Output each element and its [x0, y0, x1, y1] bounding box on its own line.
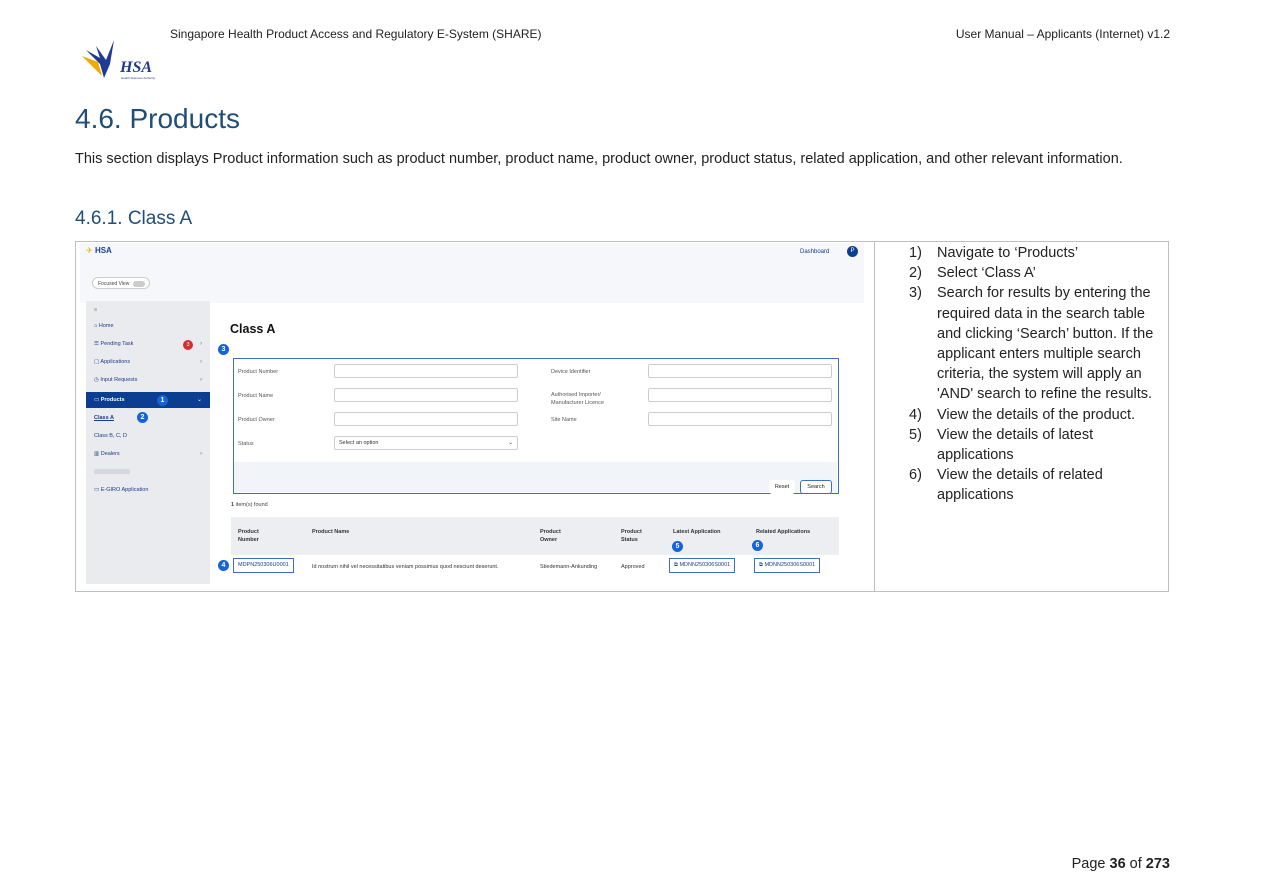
- latest-application-link[interactable]: ⧉ MDNN250306S0001: [669, 558, 735, 573]
- chevron-right-icon: ›: [200, 377, 202, 383]
- col-product-name[interactable]: Product Name: [312, 529, 350, 535]
- page-footer: Page 36 of 273: [1071, 856, 1170, 872]
- page-title: Class A: [230, 322, 276, 336]
- step-item: 5) View the details of latest applications: [909, 426, 1094, 464]
- search-form: [233, 358, 839, 494]
- pending-count-badge: 3: [183, 340, 193, 350]
- results-table-header: [231, 517, 839, 555]
- document-header-version: User Manual – Applicants (Internet) v1.2: [955, 27, 1170, 41]
- product-owner-cell: Stiedemann-Ankunding: [540, 564, 598, 570]
- col-related-applications[interactable]: Related Applications: [756, 529, 811, 535]
- sidebar-item-class-a[interactable]: Class A: [94, 415, 114, 421]
- product-number-link[interactable]: MDPN250306U0001: [233, 558, 294, 573]
- sidebar-item-products[interactable]: ▭ Products ⌄: [86, 392, 210, 408]
- product-owner-label: Product Owner: [238, 417, 275, 423]
- chevron-right-icon: ›: [200, 451, 202, 457]
- dashboard-link[interactable]: Dashboard: [800, 249, 830, 255]
- status-label: Status: [238, 441, 254, 447]
- step-item: 1) Navigate to ‘Products’: [909, 245, 1079, 261]
- step-item: 6) View the details of related applications: [909, 467, 1103, 504]
- section-title: 4.6. Products: [75, 103, 240, 134]
- importer-licence-input[interactable]: [648, 388, 832, 402]
- col-product-owner[interactable]: Product Owner: [540, 529, 561, 543]
- chevron-right-icon: ›: [200, 359, 202, 365]
- menu-icon[interactable]: ≡: [94, 307, 98, 313]
- product-name-cell: Id nostrum nihil vel necessitatibus veniam possimus quod nesciunt deserunt.: [312, 564, 499, 570]
- step-item: 3) Search for results by entering the required data in the search table and clicking ‘Search’ button. If the applicant enters multiple search criteria, the system will apply an 'AND' search to refine the results.: [909, 285, 1154, 403]
- sidebar-item-dealers[interactable]: ▥ Dealers: [94, 451, 120, 457]
- app-topbar: [80, 243, 864, 303]
- sidebar-item-egiro[interactable]: ▭ E-GIRO Application: [94, 487, 149, 493]
- step-item: 4) View the details of the product.: [909, 406, 1136, 423]
- sidebar-item-input-requests[interactable]: ◷ Input Requests: [94, 377, 138, 383]
- device-identifier-input[interactable]: [648, 364, 832, 378]
- subsection-title: 4.6.1. Class A: [75, 208, 193, 229]
- search-form-footer: [234, 462, 837, 492]
- sidebar-item-applications[interactable]: ▢ Applications: [94, 359, 131, 365]
- site-name-input[interactable]: [648, 412, 832, 426]
- device-identifier-label: Device Identifier: [551, 369, 591, 375]
- callout-badge-3: 3: [218, 344, 229, 355]
- product-name-label: Product Name: [238, 393, 274, 399]
- product-number-label: Product Number: [238, 369, 279, 375]
- col-latest-application[interactable]: Latest Application: [673, 529, 721, 535]
- related-application-link[interactable]: ⧉ MDNN250306S0001: [754, 558, 820, 573]
- hsa-logo: [78, 38, 162, 84]
- user-avatar[interactable]: P: [847, 246, 858, 257]
- table-row: [231, 555, 839, 580]
- app-screenshot: [80, 243, 864, 584]
- product-owner-input[interactable]: [334, 412, 518, 426]
- importer-licence-label: Authorised Importer/ Manufacturer Licence: [551, 392, 604, 406]
- results-count: 1 item(s) found: [231, 502, 268, 508]
- section-intro: This section displays Product information such as product number, product name, product owner, product status, related application, and other relevant information.: [75, 151, 1123, 167]
- document-header-title: Singapore Health Product Access and Regulatory E-System (SHARE): [170, 27, 542, 41]
- product-number-input[interactable]: [334, 364, 518, 378]
- steps-list: [899, 243, 1164, 506]
- app-logo: ✈ HSA: [86, 246, 112, 255]
- sidebar-item-pending[interactable]: ☰ Pending Task: [94, 341, 134, 347]
- app-sidebar: [86, 301, 210, 584]
- col-product-number[interactable]: Product Number: [238, 529, 259, 543]
- product-status-cell: Approved: [621, 564, 645, 570]
- sidebar-item-class-bcd[interactable]: Class B, C, D: [94, 433, 128, 439]
- table-divider: [874, 241, 875, 592]
- focused-view-toggle[interactable]: Focused View: [92, 277, 150, 289]
- callout-badge-5: 5: [672, 541, 683, 552]
- callout-badge-6: 6: [752, 540, 763, 551]
- callout-badge-2: 2: [137, 412, 148, 423]
- svg-text:Health Sciences Authority: Health Sciences Authority: [121, 76, 156, 80]
- callout-badge-4: 4: [218, 560, 229, 571]
- callout-badge-1: 1: [157, 395, 168, 406]
- reset-button[interactable]: Reset: [769, 480, 795, 494]
- sidebar-item-home[interactable]: ⌂ Home: [94, 323, 114, 329]
- sidebar-placeholder: [94, 469, 130, 474]
- col-product-status[interactable]: Product Status: [621, 529, 642, 543]
- svg-text:HSA: HSA: [120, 59, 153, 76]
- chevron-right-icon: ›: [200, 341, 202, 347]
- site-name-label: Site Name: [551, 417, 577, 423]
- status-select[interactable]: Select an option ⌄: [334, 436, 518, 450]
- step-item: 2) Select ‘Class A’: [909, 265, 1036, 282]
- product-name-input[interactable]: [334, 388, 518, 402]
- search-button[interactable]: Search: [800, 480, 832, 494]
